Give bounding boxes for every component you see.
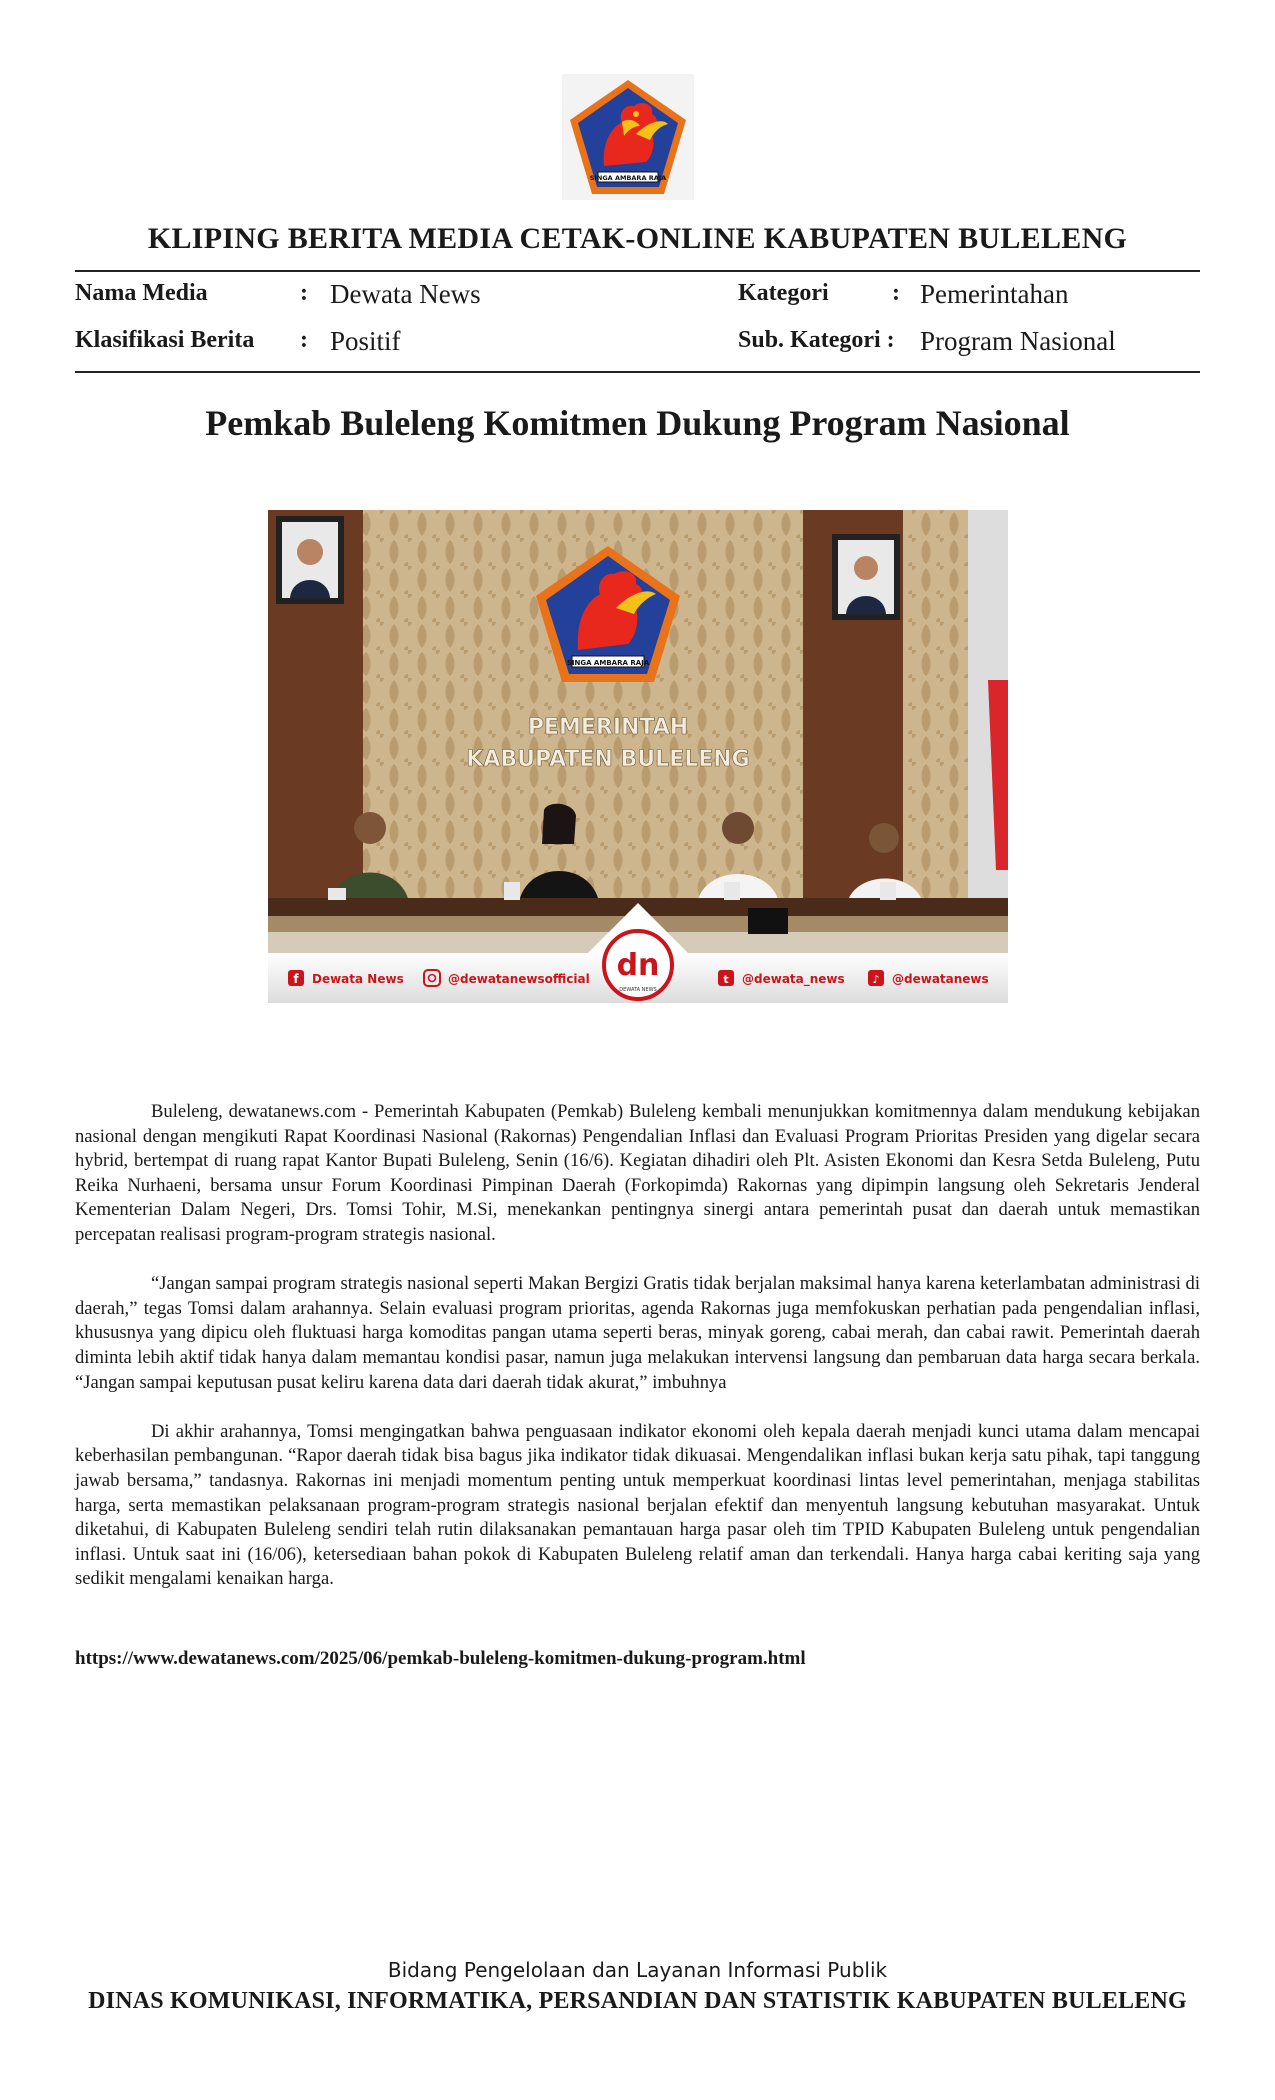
article-paragraph-3: Di akhir arahannya, Tomsi mengingatkan bahwa penguasaan indikator ekonomi oleh kepala daerah menjadi kunci utama dalam mencapai keberhasilan pembangunan. “Rapor daerah tidak bisa bagus jika indikator tidak dikuasai. Mengendalikan inflasi bukan kerja satu pihak, tapi tanggung jawab bersama,” tandasnya. Rakornas ini menjadi momentum penting untuk memperkuat koordinasi lintas level pemerintahan, menjaga stabilitas harga, serta memastikan pelaksanaan program-program strategis nasional berjalan efektif dan menyentuh langsung kebutuhan masyarakat. Untuk diketahui, di Kabupaten Buleleng sendiri telah rutin dilaksanakan pemantauan harga pasar oleh tim TPID Kabupaten Buleleng untuk pengendalian inflasi. Untuk saat ini (16/06), ketersediaan bahan pokok di Kabupaten Buleleng relatif aman dan terkendali. Hanya harga cabai keriting saja yang sedikit mengalami kenaikan harga. [75,1420,1200,1590]
social-facebook-label: Dewata News [312,972,404,986]
header-divider-top [75,270,1200,272]
article-paragraph-1: Buleleng, dewatanews.com - Pemerintah Kabupaten (Pemkab) Buleleng kembali menunjukkan komitmennya dalam mendukung kebijakan nasional dengan mengikuti Rapat Koordinasi Nasional (Rakornas) Pengendalian Inflasi dan Evaluasi Program Prioritas Presiden yang digelar secara hybrid, bertempat di ruang rapat Kantor Bupati Buleleng, Senin (16/6). Kegiatan dihadiri oleh Plt. Asisten Ekonomi dan Kesra Setda Buleleng, Putu Reika Nurhaeni, bersama unsur Forum Koordinasi Pimpinan Daerah (Forkopimda) Rakornas yang dipimpin langsung oleh Sekretaris Jenderal Kementerian Dalam Negeri, Drs. Tomsi Tohir, M.Si, menekankan pentingnya sinergi antara pemerintah pusat dan daerah untuk memastikan percepatan realisasi program-program strategis nasional. [75,1101,1200,1245]
klasifikasi-colon: : [300,327,308,353]
klasifikasi-label: Klasifikasi Berita [75,327,255,353]
article-photo [268,510,1008,1003]
footer-department: Bidang Pengelolaan dan Layanan Informasi Publik [387,1958,888,1982]
klasifikasi-value: Positif [330,326,401,356]
media-label: Nama Media [75,280,208,306]
header-divider-bottom [75,371,1200,373]
wall-crest-motto: SINGA AMBARA RAJA [566,659,650,667]
media-colon: : [300,280,308,306]
kategori-label: Kategori [738,280,829,306]
kategori-colon: : [892,280,900,306]
crest-motto: SINGA AMBARA RAJA [589,174,667,182]
social-twitter-label: @dewata_news [742,972,845,986]
svg-text:t: t [723,973,729,986]
dewata-news-logo: dn [616,948,660,983]
subkategori-label: Sub. Kategori : [738,327,895,353]
article-title: Pemkab Buleleng Komitmen Dukung Program Nasional [205,403,1070,443]
crest-icon [562,74,694,200]
wall-sign-line1: PEMERINTAH [527,715,689,740]
svg-text:f: f [293,972,299,986]
source-url-link[interactable]: https://www.dewatanews.com/2025/06/pemkab-buleleng-komitmen-dukung-program.html [75,1648,806,1669]
social-tiktok-label: @dewatanews [892,972,989,986]
dewata-news-logo-sub: DEWATA NEWS [619,987,657,993]
footer-agency: DINAS KOMUNIKASI, INFORMATIKA, PERSANDIAN DAN STATISTIK KABUPATEN BULELENG [88,1988,1187,2014]
article-paragraph-2: “Jangan sampai program strategis nasional seperti Makan Bergizi Gratis tidak berjalan maksimal hanya karena keterlambatan administrasi di daerah,” tegas Tomsi dalam arahannya. Selain evaluasi program prioritas, agenda Rakornas juga memfokuskan perhatian pada pengendalian inflasi, khususnya yang dipicu oleh fluktuasi harga komoditas pangan utama seperti beras, minyak goreng, cabai merah, dan cabai rawit. Pemerintah daerah diminta lebih aktif tidak hanya dalam memantau kondisi pasar, namun juga melakukan intervensi langsung dan pembaruan data harga secara berkala. “Jangan sampai keputusan pusat keliru karena data dari daerah tidak akurat,” imbuhnya [75,1273,1200,1393]
article-body [75,1100,1200,1616]
svg-text:♪: ♪ [872,973,880,986]
social-instagram [424,970,590,986]
subkategori-value: Program Nasional [920,326,1116,356]
wall-sign-line2: KABUPATEN BULELENG [466,747,750,772]
media-value: Dewata News [330,279,481,309]
social-instagram-label: @dewatanewsofficial [448,972,590,986]
meeting-photo-illustration [268,510,1008,1003]
document-header-title: KLIPING BERITA MEDIA CETAK-ONLINE KABUPATEN BULELENG [147,222,1128,255]
buleleng-crest-logo [562,74,694,200]
kategori-value: Pemerintahan [920,279,1069,309]
